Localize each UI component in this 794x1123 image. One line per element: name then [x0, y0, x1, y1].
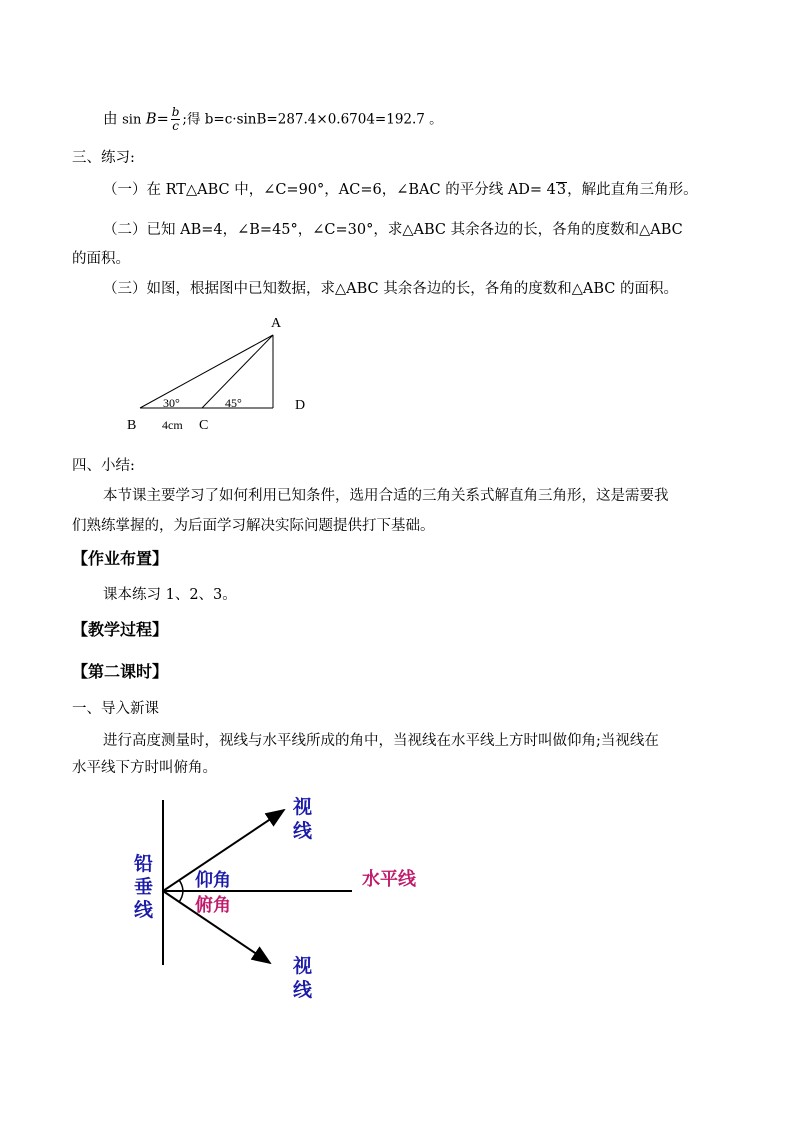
formula-prefix: 由	[103, 111, 118, 128]
exercise-3: （三）如图，根据图中已知数据，求△ABC 其余各边的长，各角的度数和△ABC 的面积。	[103, 281, 678, 297]
lesson2-heading: 【第二课时】	[72, 662, 169, 681]
process-heading: 【教学过程】	[72, 620, 169, 639]
exercise-1	[103, 180, 698, 200]
formula-result: ;得 b=c·sinB=287.4×0.6704=192.7 。	[182, 111, 443, 128]
bc-length-label: 4cm	[162, 418, 183, 432]
elevation-label: 仰角	[195, 870, 231, 891]
sqrt-value: 3	[556, 182, 567, 198]
intro-line2: 水平线下方时叫俯角。	[72, 760, 217, 776]
homework-content: 课本练习 1、2、3。	[103, 587, 237, 603]
depression-label: 俯角	[195, 895, 231, 916]
lower-sight-label-1: 视	[293, 955, 313, 977]
elevation-arc	[179, 880, 183, 891]
formula-var-b: B	[145, 111, 157, 128]
angle-c-label: 45°	[225, 396, 242, 410]
formula-line	[103, 106, 443, 133]
exercise-1-text: （一）在 RT△ABC 中，∠C=90°，AC=6，∠BAC 的平分线 AD= 4	[103, 182, 556, 198]
angle-diagram	[0, 790, 794, 1010]
exercise-2-line2: 的面积。	[72, 251, 130, 267]
horizontal-label: 水平线	[362, 869, 416, 890]
summary-line1: 本节课主要学习了如何利用已知条件，选用合适的三角关系式解直角三角形，这是需要我	[103, 488, 669, 504]
fraction-denominator: c	[172, 119, 179, 133]
fraction-numerator: b	[171, 105, 180, 119]
formula-equals: =	[156, 111, 169, 128]
exercise-2-line1: （二）已知 AB=4，∠B=45°，∠C=30°，求△ABC 其余各边的长，各角的度数和△ABC	[103, 222, 683, 238]
side-ab	[140, 335, 273, 408]
section4-title: 四、小结:	[72, 458, 135, 474]
intro-line1: 进行高度测量时，视线与水平线所成的角中，当视线在水平线上方时叫做仰角;当视线在	[103, 733, 659, 749]
homework-heading: 【作业布置】	[72, 549, 169, 568]
label-A: A	[271, 316, 282, 331]
angle-b-label: 30°	[163, 396, 180, 410]
formula-sin: sin	[122, 112, 142, 128]
label-D: D	[295, 398, 306, 413]
intro-title: 一、导入新课	[72, 701, 159, 717]
depression-arc	[179, 891, 183, 902]
label-C: C	[199, 418, 209, 433]
triangle-figure	[0, 305, 794, 435]
upper-sight-label-1: 视	[293, 796, 313, 818]
section3-title: 三、练习:	[72, 150, 135, 166]
lower-sight-label-2: 线	[293, 979, 313, 1001]
vertical-label-2: 垂	[134, 876, 154, 898]
upper-sight-label-2: 线	[293, 820, 313, 842]
label-B: B	[127, 418, 137, 433]
formula-fraction	[171, 106, 181, 133]
vertical-label-1: 铅	[134, 853, 154, 875]
exercise-1-end: ，解此直角三角形。	[567, 182, 698, 198]
summary-line2: 们熟练掌握的，为后面学习解决实际问题提供打下基础。	[72, 518, 435, 534]
vertical-label-3: 线	[134, 899, 154, 921]
